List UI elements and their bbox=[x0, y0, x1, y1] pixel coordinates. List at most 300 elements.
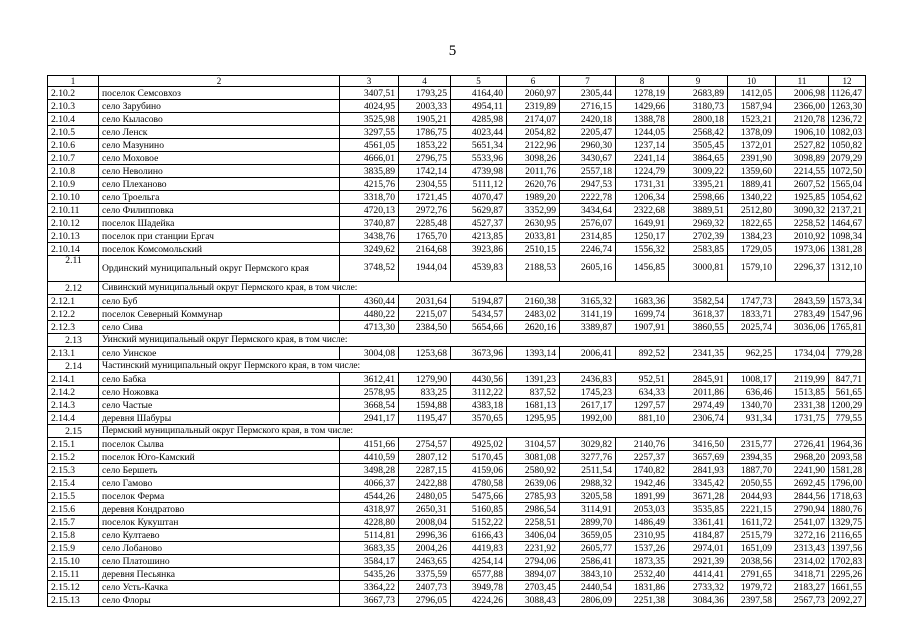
value-cell: 1429,66 bbox=[616, 100, 669, 113]
value-cell: 2257,37 bbox=[616, 451, 669, 464]
value-cell: 3416,50 bbox=[669, 438, 728, 451]
value-cell: 2025,74 bbox=[728, 321, 776, 334]
value-cell: 1008,17 bbox=[728, 373, 776, 386]
section-title: Сивинский муниципальный округ Пермского края, в том числе: bbox=[99, 282, 866, 295]
value-cell: 2960,30 bbox=[560, 139, 616, 152]
value-cell: 1765,70 bbox=[399, 230, 451, 243]
table-row bbox=[48, 568, 866, 581]
row-code: 2.15.10 bbox=[48, 555, 99, 568]
column-header: 8 bbox=[616, 76, 669, 87]
value-cell: 2974,49 bbox=[669, 399, 728, 412]
value-cell: 3090,32 bbox=[776, 204, 829, 217]
value-cell: 3000,81 bbox=[669, 256, 728, 282]
value-cell: 3249,62 bbox=[340, 243, 399, 256]
value-cell: 3389,87 bbox=[560, 321, 616, 334]
value-cell: 1683,36 bbox=[616, 295, 669, 308]
value-cell: 3114,91 bbox=[560, 503, 616, 516]
settlement-name: село Флоры bbox=[99, 594, 340, 607]
settlement-name: село Зарубино bbox=[99, 100, 340, 113]
value-cell: 1973,06 bbox=[776, 243, 829, 256]
value-cell: 881,10 bbox=[616, 412, 669, 425]
value-cell: 4164,40 bbox=[451, 87, 507, 100]
value-cell: 2996,36 bbox=[399, 529, 451, 542]
settlement-name: село Троельга bbox=[99, 191, 340, 204]
value-cell: 2790,94 bbox=[776, 503, 829, 516]
value-cell: 1891,99 bbox=[616, 490, 669, 503]
value-cell: 5533,96 bbox=[451, 152, 507, 165]
value-cell: 3740,87 bbox=[340, 217, 399, 230]
value-cell: 1905,21 bbox=[399, 113, 451, 126]
value-cell: 1412,05 bbox=[728, 87, 776, 100]
value-cell: 2703,45 bbox=[507, 581, 560, 594]
table-row bbox=[48, 477, 866, 490]
value-cell: 3659,05 bbox=[560, 529, 616, 542]
value-cell: 1253,68 bbox=[399, 347, 451, 360]
value-cell: 1718,63 bbox=[829, 490, 866, 503]
table-row bbox=[48, 321, 866, 334]
value-cell: 2092,27 bbox=[829, 594, 866, 607]
value-cell: 1906,10 bbox=[776, 126, 829, 139]
row-code: 2.15.3 bbox=[48, 464, 99, 477]
value-cell: 3618,37 bbox=[669, 308, 728, 321]
value-cell: 779,55 bbox=[829, 412, 866, 425]
value-cell: 3525,98 bbox=[340, 113, 399, 126]
value-cell: 2306,74 bbox=[669, 412, 728, 425]
value-cell: 2598,66 bbox=[669, 191, 728, 204]
value-cell: 6577,88 bbox=[451, 568, 507, 581]
table-row bbox=[48, 438, 866, 451]
value-cell: 3004,08 bbox=[340, 347, 399, 360]
value-cell: 4720,13 bbox=[340, 204, 399, 217]
value-cell: 4360,44 bbox=[340, 295, 399, 308]
value-cell: 2241,14 bbox=[616, 152, 669, 165]
row-code: 2.14.3 bbox=[48, 399, 99, 412]
value-cell: 1833,71 bbox=[728, 308, 776, 321]
value-cell: 2407,73 bbox=[399, 581, 451, 594]
value-cell: 4224,26 bbox=[451, 594, 507, 607]
table-row bbox=[48, 516, 866, 529]
value-cell: 1456,85 bbox=[616, 256, 669, 282]
row-code: 2.15.13 bbox=[48, 594, 99, 607]
row-code: 2.12.3 bbox=[48, 321, 99, 334]
value-cell: 2215,07 bbox=[399, 308, 451, 321]
value-cell: 2313,43 bbox=[776, 542, 829, 555]
value-cell: 3029,82 bbox=[560, 438, 616, 451]
row-code: 2.12.2 bbox=[48, 308, 99, 321]
value-cell: 2726,41 bbox=[776, 438, 829, 451]
row-code: 2.15.9 bbox=[48, 542, 99, 555]
value-cell: 3395,21 bbox=[669, 178, 728, 191]
value-cell: 2541,07 bbox=[776, 516, 829, 529]
value-cell: 2463,65 bbox=[399, 555, 451, 568]
value-cell: 1072,50 bbox=[829, 165, 866, 178]
value-cell: 2440,54 bbox=[560, 581, 616, 594]
value-cell: 3612,41 bbox=[340, 373, 399, 386]
value-cell: 2586,41 bbox=[560, 555, 616, 568]
value-cell: 5170,45 bbox=[451, 451, 507, 464]
value-cell: 2296,37 bbox=[776, 256, 829, 282]
value-cell: 3098,89 bbox=[776, 152, 829, 165]
value-cell: 1889,41 bbox=[728, 178, 776, 191]
value-cell: 3104,57 bbox=[507, 438, 560, 451]
settlement-name: деревня Песьянка bbox=[99, 568, 340, 581]
value-cell: 4666,01 bbox=[340, 152, 399, 165]
value-cell: 2116,65 bbox=[829, 529, 866, 542]
value-cell: 2285,48 bbox=[399, 217, 451, 230]
row-code: 2.10.13 bbox=[48, 230, 99, 243]
value-cell: 1822,65 bbox=[728, 217, 776, 230]
table-row bbox=[48, 165, 866, 178]
value-cell: 2287,15 bbox=[399, 464, 451, 477]
value-cell: 3277,76 bbox=[560, 451, 616, 464]
table-row bbox=[48, 373, 866, 386]
settlement-name: поселок Шадейка bbox=[99, 217, 340, 230]
column-header: 1 bbox=[48, 76, 99, 87]
value-cell: 3683,35 bbox=[340, 542, 399, 555]
row-code: 2.10.12 bbox=[48, 217, 99, 230]
value-cell: 1381,28 bbox=[829, 243, 866, 256]
value-cell: 1397,56 bbox=[829, 542, 866, 555]
value-cell: 2650,31 bbox=[399, 503, 451, 516]
value-cell: 3375,59 bbox=[399, 568, 451, 581]
value-cell: 3584,17 bbox=[340, 555, 399, 568]
settlement-name: село Буб bbox=[99, 295, 340, 308]
value-cell: 4430,56 bbox=[451, 373, 507, 386]
value-cell: 3098,26 bbox=[507, 152, 560, 165]
settlement-name: поселок Сылва bbox=[99, 438, 340, 451]
value-cell: 2807,12 bbox=[399, 451, 451, 464]
value-cell: 1587,94 bbox=[728, 100, 776, 113]
value-cell: 1853,22 bbox=[399, 139, 451, 152]
value-cell: 2120,78 bbox=[776, 113, 829, 126]
column-header: 11 bbox=[776, 76, 829, 87]
value-cell: 2044,93 bbox=[728, 490, 776, 503]
value-cell: 4023,44 bbox=[451, 126, 507, 139]
value-cell: 2733,32 bbox=[669, 581, 728, 594]
table-row bbox=[48, 412, 866, 425]
section-title: Частинский муниципальный округ Пермского края, в том числе: bbox=[99, 360, 866, 373]
value-cell: 2246,74 bbox=[560, 243, 616, 256]
settlement-name: село Гамово bbox=[99, 477, 340, 490]
value-cell: 2093,58 bbox=[829, 451, 866, 464]
value-cell: 1942,46 bbox=[616, 477, 669, 490]
value-cell: 2420,18 bbox=[560, 113, 616, 126]
value-cell: 1556,32 bbox=[616, 243, 669, 256]
value-cell: 4480,22 bbox=[340, 308, 399, 321]
row-code: 2.10.2 bbox=[48, 87, 99, 100]
value-cell: 2221,15 bbox=[728, 503, 776, 516]
value-cell: 1731,75 bbox=[776, 412, 829, 425]
page-number: 5 bbox=[448, 43, 457, 59]
value-cell: 3668,54 bbox=[340, 399, 399, 412]
row-code: 2.10.8 bbox=[48, 165, 99, 178]
value-cell: 1699,74 bbox=[616, 308, 669, 321]
value-cell: 3894,07 bbox=[507, 568, 560, 581]
value-cell: 4713,30 bbox=[340, 321, 399, 334]
value-cell: 4539,83 bbox=[451, 256, 507, 282]
settlement-name: село Неволино bbox=[99, 165, 340, 178]
value-cell: 2510,15 bbox=[507, 243, 560, 256]
value-cell: 1340,70 bbox=[728, 399, 776, 412]
value-cell: 3406,04 bbox=[507, 529, 560, 542]
value-cell: 3748,52 bbox=[340, 256, 399, 282]
table-row bbox=[48, 256, 866, 282]
value-cell: 5160,85 bbox=[451, 503, 507, 516]
value-cell: 2532,40 bbox=[616, 568, 669, 581]
settlement-name: село Уинское bbox=[99, 347, 340, 360]
value-cell: 2251,38 bbox=[616, 594, 669, 607]
value-cell: 1649,91 bbox=[616, 217, 669, 230]
value-cell: 3923,86 bbox=[451, 243, 507, 256]
row-code: 2.12.1 bbox=[48, 295, 99, 308]
value-cell: 2241,90 bbox=[776, 464, 829, 477]
value-cell: 2605,77 bbox=[560, 542, 616, 555]
value-cell: 3180,73 bbox=[669, 100, 728, 113]
value-cell: 3673,96 bbox=[451, 347, 507, 360]
value-cell: 2986,54 bbox=[507, 503, 560, 516]
value-cell: 1297,57 bbox=[616, 399, 669, 412]
row-code: 2.10.5 bbox=[48, 126, 99, 139]
value-cell: 2341,35 bbox=[669, 347, 728, 360]
value-cell: 3889,51 bbox=[669, 204, 728, 217]
value-cell: 1979,72 bbox=[728, 581, 776, 594]
value-cell: 4159,06 bbox=[451, 464, 507, 477]
value-cell: 2205,47 bbox=[560, 126, 616, 139]
value-cell: 2366,00 bbox=[776, 100, 829, 113]
settlement-name: село Филипповка bbox=[99, 204, 340, 217]
table-row bbox=[48, 529, 866, 542]
value-cell: 2791,65 bbox=[728, 568, 776, 581]
value-cell: 5435,26 bbox=[340, 568, 399, 581]
value-cell: 2222,78 bbox=[560, 191, 616, 204]
value-cell: 2988,32 bbox=[560, 477, 616, 490]
value-cell: 1989,20 bbox=[507, 191, 560, 204]
row-code: 2.15.4 bbox=[48, 477, 99, 490]
table-row bbox=[48, 139, 866, 152]
value-cell: 2422,88 bbox=[399, 477, 451, 490]
value-cell: 2794,06 bbox=[507, 555, 560, 568]
value-cell: 3407,51 bbox=[340, 87, 399, 100]
value-cell: 1831,86 bbox=[616, 581, 669, 594]
value-cell: 3084,36 bbox=[669, 594, 728, 607]
column-header: 5 bbox=[451, 76, 507, 87]
value-cell: 2567,73 bbox=[776, 594, 829, 607]
value-cell: 3141,19 bbox=[560, 308, 616, 321]
value-cell: 6166,43 bbox=[451, 529, 507, 542]
value-cell: 1765,81 bbox=[829, 321, 866, 334]
row-code: 2.10.9 bbox=[48, 178, 99, 191]
value-cell: 2006,41 bbox=[560, 347, 616, 360]
value-cell: 4419,83 bbox=[451, 542, 507, 555]
value-cell: 2844,56 bbox=[776, 490, 829, 503]
value-cell: 2060,97 bbox=[507, 87, 560, 100]
value-cell: 1523,21 bbox=[728, 113, 776, 126]
value-cell: 4066,37 bbox=[340, 477, 399, 490]
value-cell: 1747,73 bbox=[728, 295, 776, 308]
value-cell: 1702,83 bbox=[829, 555, 866, 568]
value-cell: 2583,85 bbox=[669, 243, 728, 256]
value-cell: 3864,65 bbox=[669, 152, 728, 165]
value-cell: 1729,05 bbox=[728, 243, 776, 256]
value-cell: 1742,14 bbox=[399, 165, 451, 178]
settlement-name: село Сива bbox=[99, 321, 340, 334]
value-cell: 2010,92 bbox=[776, 230, 829, 243]
value-cell: 2843,59 bbox=[776, 295, 829, 308]
value-cell: 1681,13 bbox=[507, 399, 560, 412]
value-cell: 2231,92 bbox=[507, 542, 560, 555]
value-cell: 1581,28 bbox=[829, 464, 866, 477]
settlement-name: поселок при станции Ергач bbox=[99, 230, 340, 243]
value-cell: 1547,96 bbox=[829, 308, 866, 321]
value-cell: 1295,95 bbox=[507, 412, 560, 425]
settlement-name: село Ленск bbox=[99, 126, 340, 139]
value-cell: 1378,09 bbox=[728, 126, 776, 139]
settlement-name: поселок Семсовхоз bbox=[99, 87, 340, 100]
row-code: 2.15.7 bbox=[48, 516, 99, 529]
value-cell: 3582,54 bbox=[669, 295, 728, 308]
value-cell: 1340,22 bbox=[728, 191, 776, 204]
value-cell: 2053,03 bbox=[616, 503, 669, 516]
value-cell: 2214,55 bbox=[776, 165, 829, 178]
value-cell: 4318,97 bbox=[340, 503, 399, 516]
value-cell: 5194,87 bbox=[451, 295, 507, 308]
value-cell: 2800,18 bbox=[669, 113, 728, 126]
value-cell: 1740,82 bbox=[616, 464, 669, 477]
settlement-name: поселок Ферма bbox=[99, 490, 340, 503]
value-cell: 3434,64 bbox=[560, 204, 616, 217]
value-cell: 1126,47 bbox=[829, 87, 866, 100]
value-cell: 634,33 bbox=[616, 386, 669, 399]
value-cell: 2258,52 bbox=[776, 217, 829, 230]
value-cell: 2841,93 bbox=[669, 464, 728, 477]
table-row bbox=[48, 503, 866, 516]
value-cell: 1278,19 bbox=[616, 87, 669, 100]
value-cell: 2119,99 bbox=[776, 373, 829, 386]
value-cell: 4254,14 bbox=[451, 555, 507, 568]
value-cell: 4414,41 bbox=[669, 568, 728, 581]
value-cell: 1279,90 bbox=[399, 373, 451, 386]
value-cell: 1082,03 bbox=[829, 126, 866, 139]
value-cell: 2183,27 bbox=[776, 581, 829, 594]
value-cell: 847,71 bbox=[829, 373, 866, 386]
row-code: 2.14.4 bbox=[48, 412, 99, 425]
value-cell: 4285,98 bbox=[451, 113, 507, 126]
value-cell: 1050,82 bbox=[829, 139, 866, 152]
value-cell: 1393,14 bbox=[507, 347, 560, 360]
table-row bbox=[48, 126, 866, 139]
value-cell: 3418,71 bbox=[776, 568, 829, 581]
value-cell: 3361,41 bbox=[669, 516, 728, 529]
settlement-name: поселок Кукуштан bbox=[99, 516, 340, 529]
value-cell: 3505,45 bbox=[669, 139, 728, 152]
value-cell: 2319,89 bbox=[507, 100, 560, 113]
value-cell: 1907,91 bbox=[616, 321, 669, 334]
value-cell: 1579,10 bbox=[728, 256, 776, 282]
value-cell: 3843,10 bbox=[560, 568, 616, 581]
value-cell: 2515,79 bbox=[728, 529, 776, 542]
table-row bbox=[48, 178, 866, 191]
value-cell: 1873,35 bbox=[616, 555, 669, 568]
value-cell: 3430,67 bbox=[560, 152, 616, 165]
value-cell: 2164,68 bbox=[399, 243, 451, 256]
value-cell: 2483,02 bbox=[507, 308, 560, 321]
value-cell: 2006,98 bbox=[776, 87, 829, 100]
value-cell: 3364,22 bbox=[340, 581, 399, 594]
value-cell: 2512,80 bbox=[728, 204, 776, 217]
value-cell: 4954,11 bbox=[451, 100, 507, 113]
value-cell: 3165,32 bbox=[560, 295, 616, 308]
row-code: 2.14 bbox=[48, 360, 99, 373]
value-cell: 1250,17 bbox=[616, 230, 669, 243]
value-cell: 1391,23 bbox=[507, 373, 560, 386]
value-cell: 1611,72 bbox=[728, 516, 776, 529]
settlement-name: село Бабка bbox=[99, 373, 340, 386]
row-code: 2.15.6 bbox=[48, 503, 99, 516]
table-row bbox=[48, 451, 866, 464]
table-row bbox=[48, 87, 866, 100]
value-cell: 2620,16 bbox=[507, 321, 560, 334]
value-cell: 1372,01 bbox=[728, 139, 776, 152]
value-cell: 3205,58 bbox=[560, 490, 616, 503]
value-cell: 1388,78 bbox=[616, 113, 669, 126]
settlement-name: деревня Кондратово bbox=[99, 503, 340, 516]
settlement-name: село Частые bbox=[99, 399, 340, 412]
row-code: 2.10.4 bbox=[48, 113, 99, 126]
row-code: 2.10.6 bbox=[48, 139, 99, 152]
value-cell: 2331,38 bbox=[776, 399, 829, 412]
value-cell: 2305,44 bbox=[560, 87, 616, 100]
value-cell: 2620,76 bbox=[507, 178, 560, 191]
value-cell: 4184,87 bbox=[669, 529, 728, 542]
value-cell: 3009,22 bbox=[669, 165, 728, 178]
row-code: 2.14.1 bbox=[48, 373, 99, 386]
value-cell: 1384,23 bbox=[728, 230, 776, 243]
value-cell: 2011,76 bbox=[507, 165, 560, 178]
value-cell: 2754,57 bbox=[399, 438, 451, 451]
value-cell: 2630,95 bbox=[507, 217, 560, 230]
table-row bbox=[48, 295, 866, 308]
value-cell: 3438,76 bbox=[340, 230, 399, 243]
value-cell: 3297,55 bbox=[340, 126, 399, 139]
value-cell: 2384,50 bbox=[399, 321, 451, 334]
row-code: 2.15.12 bbox=[48, 581, 99, 594]
value-cell: 5654,66 bbox=[451, 321, 507, 334]
value-cell: 4383,18 bbox=[451, 399, 507, 412]
table-row bbox=[48, 347, 866, 360]
column-header: 2 bbox=[99, 76, 340, 87]
row-code: 2.13.1 bbox=[48, 347, 99, 360]
value-cell: 5114,81 bbox=[340, 529, 399, 542]
settlement-name: поселок Северный Коммунар bbox=[99, 308, 340, 321]
value-cell: 4151,66 bbox=[340, 438, 399, 451]
row-code: 2.10.10 bbox=[48, 191, 99, 204]
value-cell: 2310,95 bbox=[616, 529, 669, 542]
settlement-name: село Моховое bbox=[99, 152, 340, 165]
table-row bbox=[48, 243, 866, 256]
value-cell: 5111,12 bbox=[451, 178, 507, 191]
value-cell: 2008,04 bbox=[399, 516, 451, 529]
value-cell: 2605,16 bbox=[560, 256, 616, 282]
value-cell: 1786,75 bbox=[399, 126, 451, 139]
table-row bbox=[48, 555, 866, 568]
value-cell: 1206,34 bbox=[616, 191, 669, 204]
settlement-name: село Лобаново bbox=[99, 542, 340, 555]
value-cell: 1236,72 bbox=[829, 113, 866, 126]
table-row bbox=[48, 308, 866, 321]
settlement-name: поселок Комсомольский bbox=[99, 243, 340, 256]
table-row bbox=[48, 204, 866, 217]
settlement-name: село Усть-Качка bbox=[99, 581, 340, 594]
